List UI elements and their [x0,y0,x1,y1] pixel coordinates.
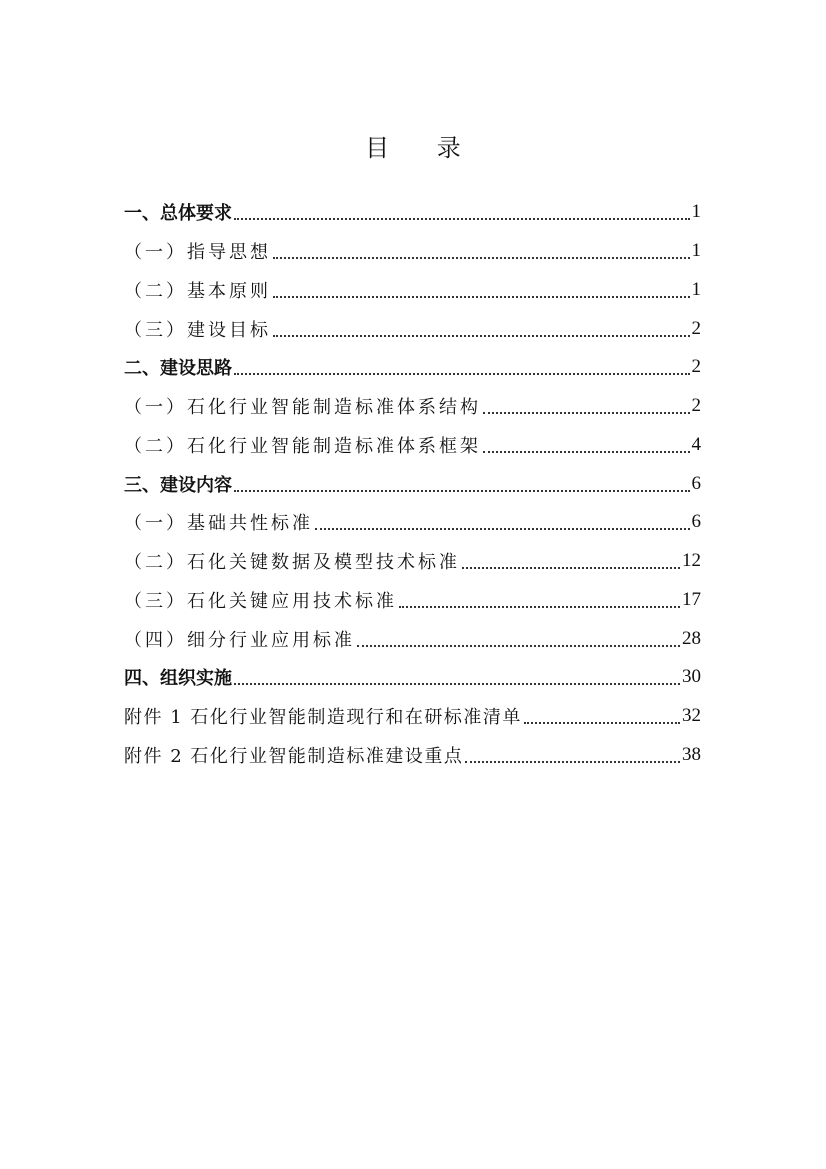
toc-page-number: 12 [682,550,701,572]
toc-entry-label: 附件 2 石化行业智能制造标准建设重点 [124,745,464,767]
toc-entry-label: 附件 1 石化行业智能制造现行和在研标准清单 [124,707,522,729]
toc-entry-label: （二）石化行业智能制造标准体系框架 [124,435,481,457]
dot-leader [357,645,680,647]
toc-entry-label: （一）基础共性标准 [124,513,313,535]
toc-entry[interactable] [124,387,701,426]
toc-entry-label: （四）细分行业应用标准 [124,629,355,651]
toc-entry-label: （一）指导思想 [124,242,271,264]
toc-page-number: 28 [682,627,701,649]
toc-entry-label: （二）基本原则 [124,280,271,302]
dot-leader [234,373,690,375]
dot-leader [315,528,690,530]
toc-title: 目 录 [365,134,481,162]
toc-page-number: 2 [691,395,701,417]
toc-entry-label: 二、建设思路 [124,358,232,380]
toc-page-number: 2 [691,317,701,339]
toc-page-number: 1 [691,201,701,223]
dot-leader [483,451,690,453]
toc-page-number: 6 [691,511,701,533]
toc-entry[interactable] [124,193,701,232]
toc-page-number: 1 [691,278,701,300]
dot-leader [234,218,690,220]
dot-leader [273,257,690,259]
toc-entry[interactable] [124,619,701,658]
toc-page-number: 6 [691,472,701,494]
table-of-contents [124,193,701,774]
toc-entry[interactable] [124,271,701,310]
dot-leader [273,296,690,298]
toc-entry-label: （三）石化关键应用技术标准 [124,590,397,612]
toc-entry-label: （三）建设目标 [124,319,271,341]
dot-leader [465,761,680,763]
toc-entry-label: 四、组织实施 [124,668,232,690]
toc-entry[interactable] [124,348,701,387]
toc-page-number: 30 [682,666,701,688]
toc-entry[interactable] [124,697,701,736]
dot-leader [462,567,680,569]
toc-entry-label: 一、总体要求 [124,203,232,225]
dot-leader [399,606,680,608]
toc-page-number: 17 [682,588,701,610]
toc-entry[interactable] [124,309,701,348]
toc-entry-label: （一）石化行业智能制造标准体系结构 [124,397,481,419]
toc-entry[interactable] [124,426,701,465]
toc-page-number: 4 [691,433,701,455]
dot-leader [524,722,680,724]
toc-entry[interactable] [124,464,701,503]
toc-entry-label: 三、建设内容 [124,474,232,496]
toc-entry[interactable] [124,503,701,542]
toc-entry[interactable] [124,581,701,620]
toc-page-number: 1 [691,240,701,262]
toc-entry-label: （二）石化关键数据及模型技术标准 [124,552,460,574]
dot-leader [234,490,690,492]
toc-page-number: 32 [682,705,701,727]
dot-leader [234,683,680,685]
dot-leader [483,412,690,414]
dot-leader [273,335,690,337]
toc-entry[interactable] [124,658,701,697]
toc-entry[interactable] [124,232,701,271]
toc-entry[interactable] [124,736,701,775]
toc-page-number: 38 [682,743,701,765]
toc-page-number: 2 [691,356,701,378]
toc-entry[interactable] [124,542,701,581]
